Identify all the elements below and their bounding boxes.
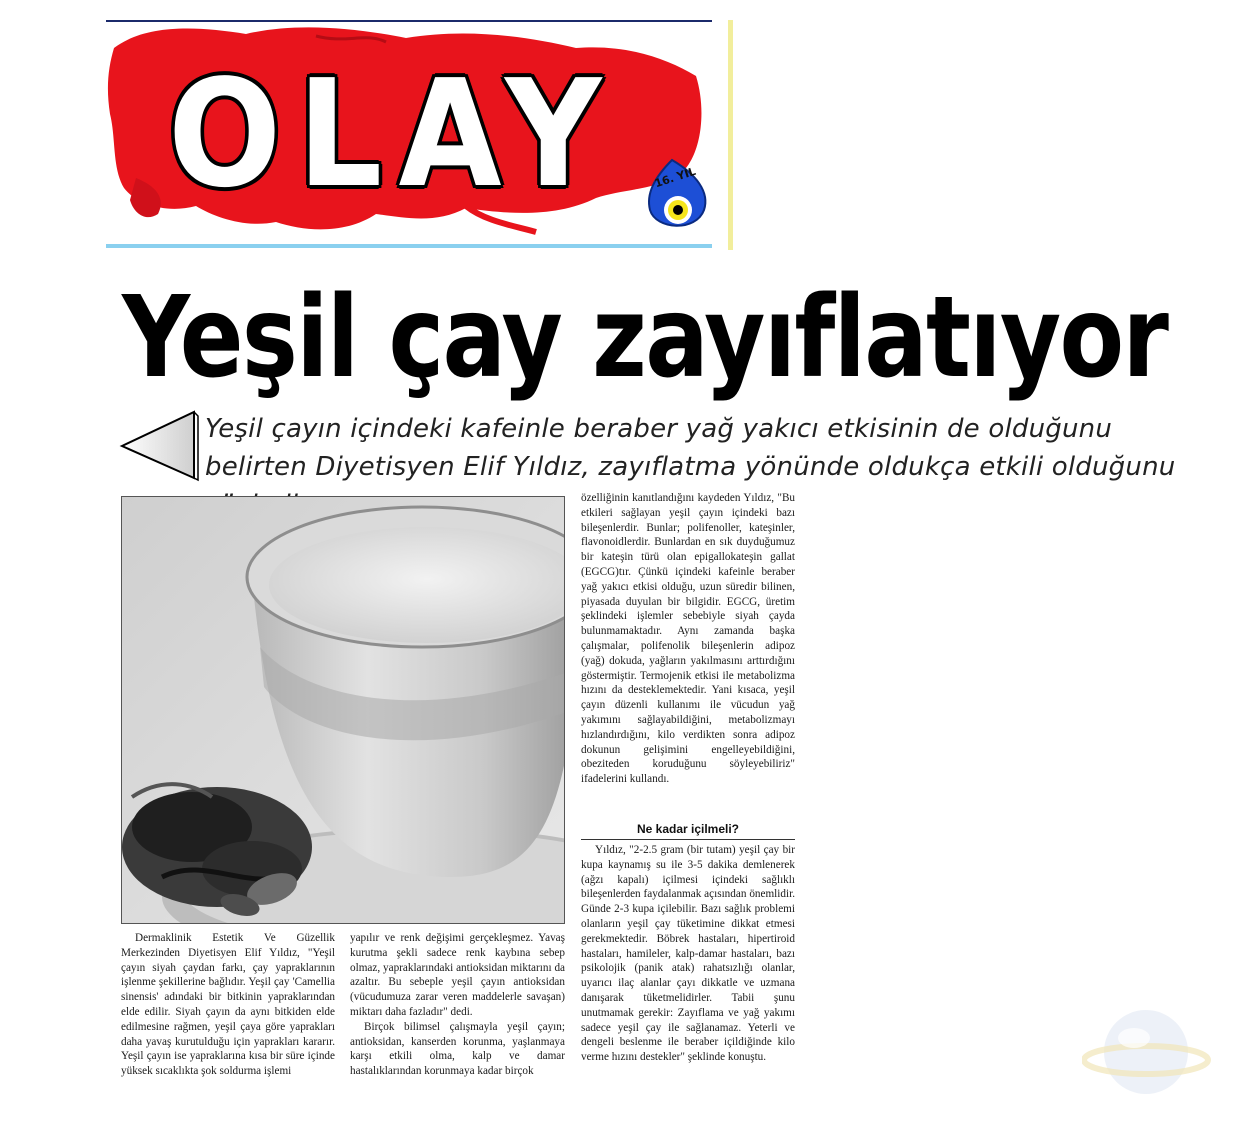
article-headline: Yeşil çay zayıflatıyor xyxy=(122,273,1168,403)
masthead-side-rule xyxy=(728,20,733,250)
paragraph: yapılır ve renk değişimi gerçekleşmez. Yavaş kurutma şekli sadece renk kaybına sebep olmaz, yapraklarındaki antioksidan miktarını da azaltır. Bu sebeple yeşil çayın antioksidan (vücudumuza zarar veren maddelerle savaşan) miktarı daha fazladır" dedi. xyxy=(350,932,565,1018)
triangle-arrow-icon xyxy=(118,408,200,482)
article-column-1 xyxy=(121,931,335,1079)
article-subhead: Yeşil çayın içindeki kafeinle beraber yağ yakıcı etkisinin de olduğunu belirten Diyetisyen Elif Yıldız, zayıflatma yönünde oldukça etkili olduğunu xyxy=(205,414,1176,482)
globe-watermark-icon xyxy=(1082,1000,1212,1100)
article-column-3-lower xyxy=(581,843,795,1065)
article-column-3 xyxy=(581,491,795,787)
section-subheading: Ne kadar içilmeli? xyxy=(581,822,795,840)
paragraph: Birçok bilimsel çalışmayla yeşil çayın; antioksidan, kanserden korunma, yaşlanmaya karşı etkili olma, kalp ve damar hastalıklarından korunmaya kadar birçok xyxy=(350,1020,565,1078)
newspaper-masthead xyxy=(106,18,714,250)
paragraph: Dermaklinik Estetik Ve Güzellik Merkezinden Diyetisyen Elif Yıldız, "Yeşil çayın siyah çaydan farkı, çay yapraklarının işlenme şekillerine bağlıdır. Yeşil çay 'Camellia sinensis' adındaki bir bitkinin yapraklarından elde edilir. Siyah çayın da aynı bitkiden elde edilmesine rağmen, yeşil çaya göre yaprakları daha yavaş kurutulduğu için yaprakları kararır. Yeşil çayın ise yapraklarına kısa bir süre içinde yüksek sıcaklıkta şok soldurma işlemi xyxy=(121,932,335,1078)
paragraph: Yıldız, "2-2.5 gram (bir tutam) yeşil çay bir kupa kaynamış su ile 3-5 dakika demlenerek (ağzı kapalı) içilmesi içindeki sağlıklı bileşenlerden faydalanmak açısından önemlidir. Günde 2-3 kupa içilebilir. Bazı sağlık problemi olanların yeşil çay tüketimine dikkat etmesi gerekmektedir. Böbrek hastaları, hipertiroid hastaları, hamileler, kalp-damar hastaları, bazı psikolojik (panik atak) rahatsızlığı olanlar, uyarıcı ilaç alanlar çayı dikkatle ve uzmana danışarak tüketmelidirler. Tabii şunu unutmamak gerekir: Zayıflama ve yağ yakımı sadece yeşil çay ile sağlanamaz. Yeterli ve dengeli beslenme ile beraber içildiğinde kilo verme hızını destekler" şeklinde konuştu. xyxy=(581,844,795,1064)
paragraph: özelliğinin kanıtlandığını kaydeden Yıldız, "Bu etkileri sağlayan yeşil çayın içindeki bazı bileşenlerdir. Bunlar; polifenoller, kateşinler, flavonoidlerdir. Bunlardan en sık duyduğumuz bir kateşin türü olan epigallokateşin gallat (EGCG)tır. Çünkü içindeki kafeinle beraber yağ yakıcı etkisi olduğu, uzun süredir bilinen, piyasada duyulan bir bilgidir. EGCG, üretim şeklindeki işlemler sebebiyle siyah çayda bulunmamaktadır. Aynı zamanda başka çalışmalar, polifenolik bileşenlerin adipoz (yağ) dokuda, yağların yakılmasını arttırdığını göstermiştir. Termojenik etkisi ile metabolizma hızını da desteklemektedir. Yani kısaca, yeşil çayın düzenli kullanımı ile vücudun yağ yakımını sağlayabildiğini, metabolizmayı hızlandırdığını, kilo verdikten sonra adipoz dokunun gelişimini engelleyebildiğini, obeziteden koruduğunu söyleyebiliriz" ifadelerini kullandı. xyxy=(581,492,795,786)
green-tea-cup-photo xyxy=(121,496,565,924)
anniversary-badge: 16. YIL xyxy=(653,164,698,191)
logo-text: OLAY xyxy=(168,48,618,220)
article-column-2 xyxy=(350,931,565,1079)
